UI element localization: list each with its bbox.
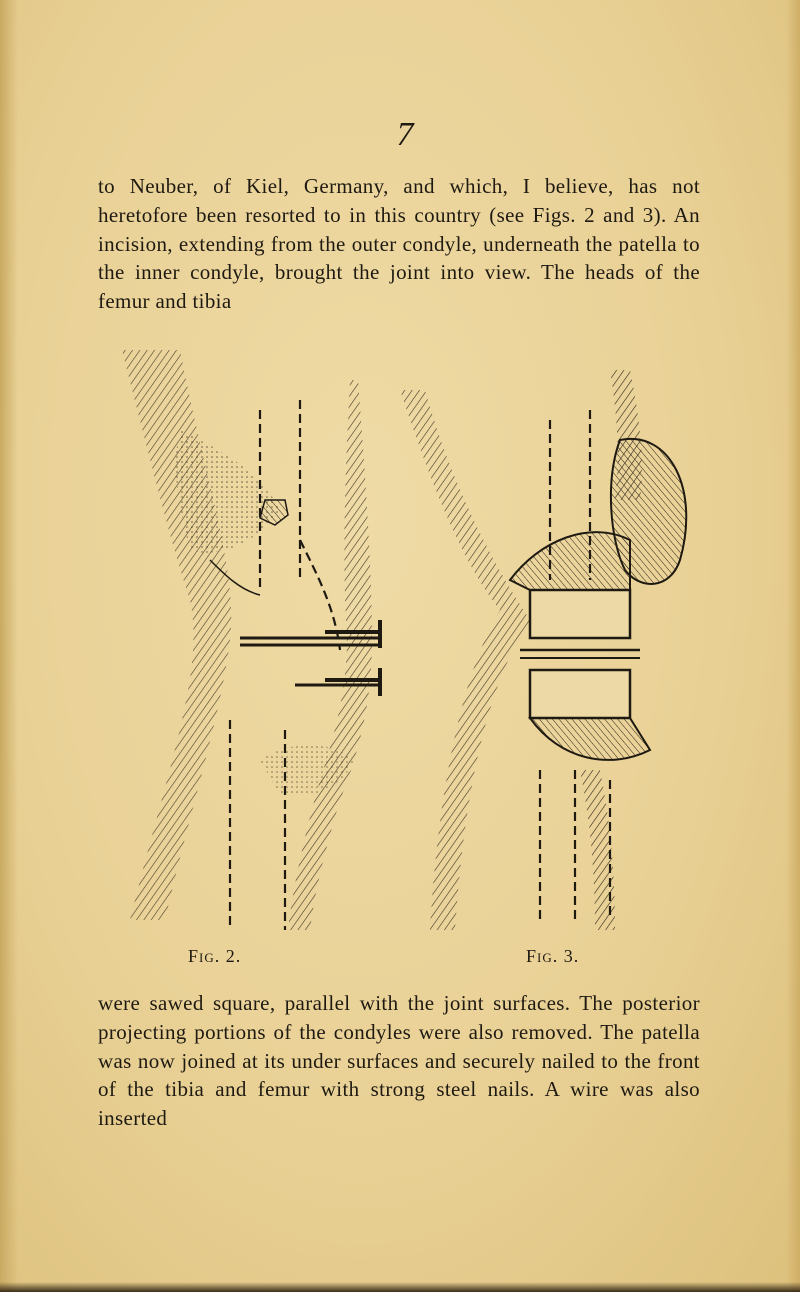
figure-2-caption: Fig. 2.	[188, 946, 242, 966]
paragraph-top: to Neuber, of Kiel, Germany, and which, I believe, has not heretofore been resorted to in this country (see Figs. 2 and 3). An incision, extending from the outer condyle, underneath the patella to the inner condyle, brought the joint into view. The heads of the femur and tibia	[98, 174, 700, 314]
figure-3-drawing	[400, 370, 686, 930]
knee-illustration	[110, 340, 700, 940]
figure-2-drawing	[122, 350, 380, 930]
page-edge-shadow-left	[0, 0, 18, 1292]
page-bottom-edge	[0, 1282, 800, 1292]
figure-3-caption: Fig. 3.	[526, 946, 580, 966]
page-number: 7	[396, 116, 414, 153]
page-edge-shadow-right	[786, 0, 800, 1292]
paragraph-bottom: were sawed square, parallel with the joint surfaces. The posterior projecting portions of the condyles were also removed. The patella was now joined at its under surfaces and securely nailed to the front of the tibia and femur with strong steel nails. A wire was also inserted	[98, 991, 700, 1131]
